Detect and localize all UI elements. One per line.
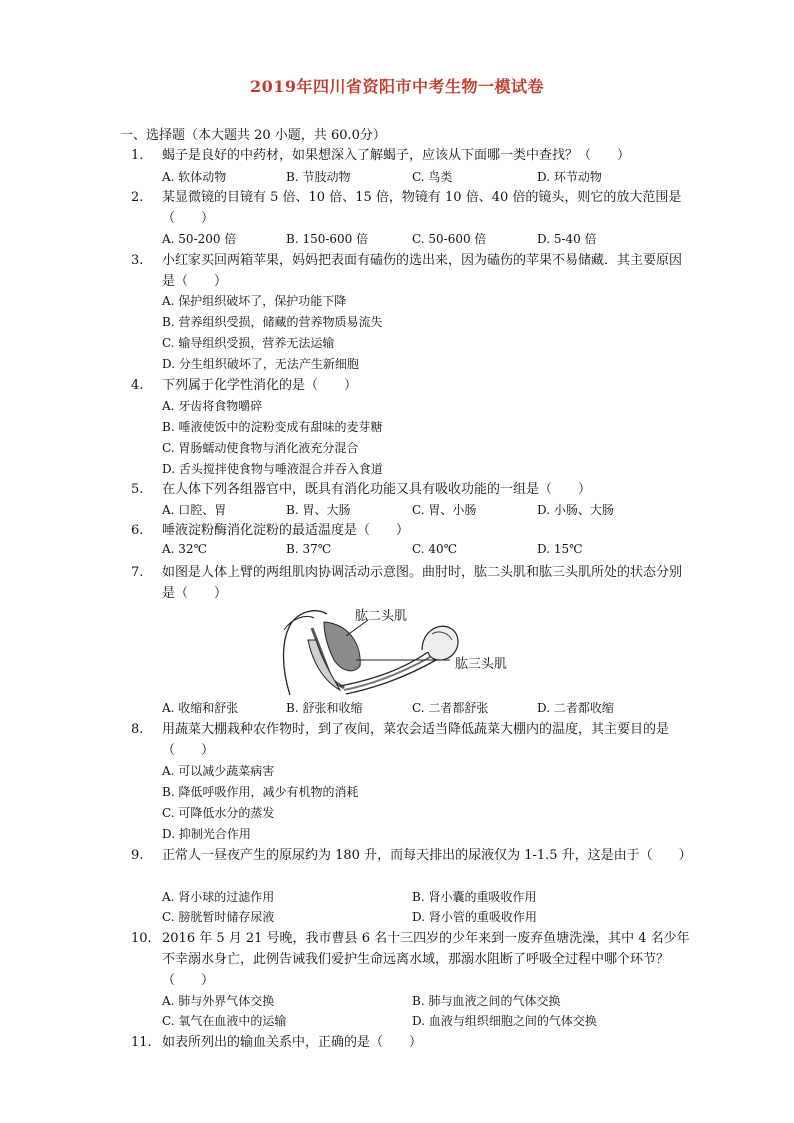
question-stem: 蝎子是良好的中药材，如果想深入了解蝎子，应该从下面哪一类中查找？（ ） [162,148,631,163]
option-b: B. 肺与血液之间的气体交换 [412,994,561,1008]
section-heading: 一、选择题（本大题共 20 小题，共 60.0分） [120,128,386,143]
option-a: A. 牙齿将食物嚼碎 [162,399,263,413]
question-number: 8. [131,722,144,737]
option-c: C. 膀胱暂时储存尿液 [162,910,275,924]
option-d: D. 二者都收缩 [537,701,614,715]
option-a: A. 可以减少蔬菜病害 [162,764,275,778]
option-a: A. 保护组织破坏了，保护功能下降 [162,294,347,308]
question-number: 1. [131,148,144,163]
option-b: B. 节肢动物 [286,170,351,184]
option-b: B. 胃、大肠 [286,503,351,517]
option-d: D. 分生组织破坏了，无法产生新细胞 [162,357,359,371]
option-b: B. 降低呼吸作用，减少有机物的消耗 [162,785,359,799]
question-number: 9. [131,848,144,863]
option-d: D. 抑制光合作用 [162,827,251,841]
option-a: A. 口腔、胃 [162,503,227,517]
option-d: D. 肾小管的重吸收作用 [412,910,537,924]
option-d: D. 5-40 倍 [537,232,597,246]
biceps-label: 肱二头肌 [355,609,408,624]
option-c: C. 氧气在血液中的运输 [162,1014,287,1028]
option-c: C. 50-600 倍 [412,232,487,246]
option-c: C. 可降低水分的蒸发 [162,806,275,820]
question-number: 4. [131,378,144,393]
option-a: A. 肺与外界气体交换 [162,994,275,1008]
question-number: 11. [131,1035,152,1050]
option-c: C. 胃、小肠 [412,503,477,517]
option-b: B. 150-600 倍 [286,232,369,246]
triceps-label: 肱三头肌 [455,657,508,672]
option-c: C. 40℃ [412,542,458,556]
option-d: D. 舌头搅拌使食物与唾液混合并吞入食道 [162,462,383,476]
question-number: 10. [131,931,152,946]
option-b: B. 营养组织受损，储藏的营养物质易流失 [162,315,383,329]
option-c: C. 输导组织受损，营养无法运输 [162,336,335,350]
option-c: C. 二者都舒张 [412,701,489,715]
question-stem: 如表所列出的输血关系中，正确的是（ ） [162,1035,423,1050]
option-b: B. 肾小囊的重吸收作用 [412,890,537,904]
option-a: A. 软体动物 [162,170,227,184]
page-title: 2019年四川省资阳市中考生物一模试卷 [249,77,545,96]
question-stem: 如图是人体上臂的两组肌肉协调活动示意图。曲肘时，肱二头肌和肱三头肌所处的状态分别是（ ） [162,565,683,601]
option-d: D. 15℃ [537,542,583,556]
question-number: 5. [131,482,144,497]
option-d: D. 小肠、大肠 [537,503,614,517]
question-stem: 在人体下列各组器官中，既具有消化功能又具有吸收功能的一组是（ ） [162,482,592,497]
option-c: C. 胃肠蠕动使食物与消化液充分混合 [162,441,359,455]
option-b: B. 唾液使饭中的淀粉变成有甜味的麦芽糖 [162,420,383,434]
question-number: 6. [131,523,144,538]
option-d: D. 血液与组织细胞之间的气体交换 [412,1014,597,1028]
question-stem: 某显微镜的目镜有 5 倍、10 倍、15 倍，物镜有 10 倍、40 倍的镜头，则它的放大范围是（ ） [162,190,682,226]
question-stem: 唾液淀粉酶消化淀粉的最适温度是（ ） [162,523,410,538]
question-stem: 小红家买回两箱苹果，妈妈把表面有磕伤的选出来，因为磕伤的苹果不易储藏．其主要原因是（ ） [162,253,683,289]
question-number: 3. [131,253,144,268]
option-a: A. 收缩和舒张 [162,701,239,715]
question-number: 2. [131,190,144,205]
question-stem: 下列属于化学性消化的是（ ） [162,378,358,393]
option-a: A. 肾小球的过滤作用 [162,890,275,904]
question-stem: 用蔬菜大棚栽种农作物时，到了夜间，菜农会适当降低蔬菜大棚内的温度，其主要目的是（ ） [162,722,670,758]
option-a: A. 50-200 倍 [162,232,237,246]
option-c: C. 鸟类 [412,170,453,184]
question-number: 7. [131,565,144,580]
option-d: D. 环节动物 [537,170,602,184]
question-stem: 2016 年 5 月 21 号晚，我市曹县 6 名十三四岁的少年来到一废弃鱼塘洗澡，其中 4 名少年不幸溺水身亡，此例告诫我们爱护生命远离水域，那溺水阻断了呼吸全过程中哪个环节？（ ） [162,931,690,988]
option-b: B. 37℃ [286,542,332,556]
question-stem: 正常人一昼夜产生的原尿约为 180 升，而每天排出的尿液仅为 1-1.5 升，这是由于（ ） [162,848,692,863]
option-b: B. 舒张和收缩 [286,701,363,715]
option-a: A. 32℃ [162,542,207,556]
